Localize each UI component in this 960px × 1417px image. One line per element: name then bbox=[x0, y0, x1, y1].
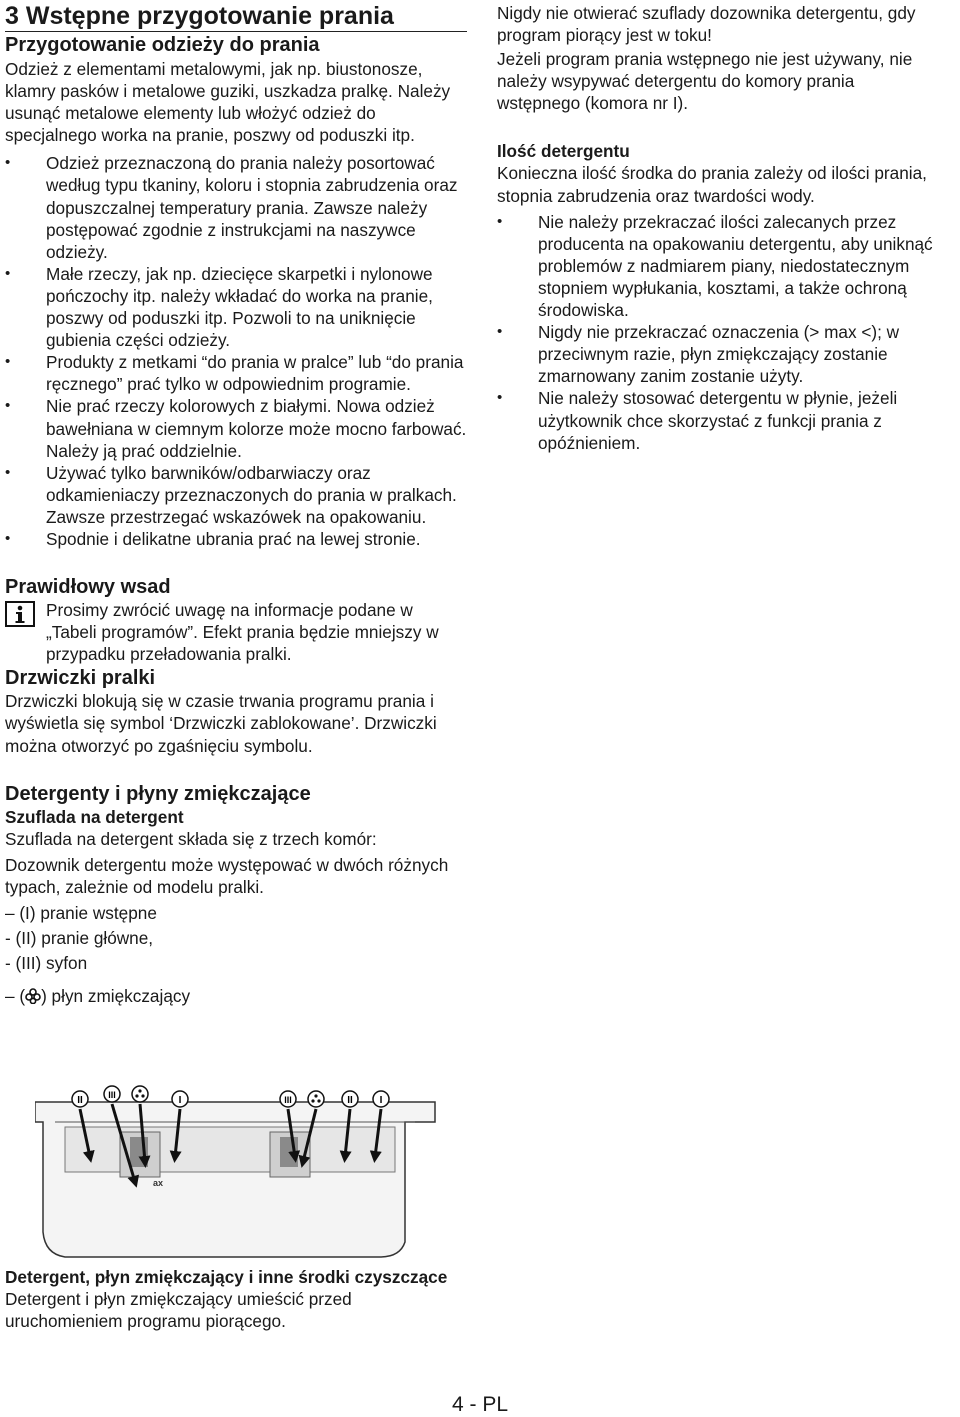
drawer-text-1: Szuflada na detergent składa się z trzech komór: bbox=[5, 828, 377, 849]
list-item: • Małe rzeczy, jak np. dziecięce skarpetki i nylonowe pończochy itp. należy wkładać do worka na pranie, poszwy od poduszki itp. Pozwoli to na uniknięcie gubienia części odzieży. bbox=[5, 263, 467, 351]
drawer-text-2: Dozownik detergentu może występować w dwóch różnych typach, zależnie od modelu pralki. bbox=[5, 854, 449, 897]
list-item: • Nigdy nie przekraczać oznaczenia (> max <); w przeciwnym razie, płyn zmiękczający zostanie zmarnowany zanim zostanie użyty. bbox=[497, 321, 942, 387]
clothes-heading: Przygotowanie odzieży do prania bbox=[5, 34, 320, 56]
softener-flower-icon bbox=[25, 988, 41, 1004]
list-item: • Nie prać rzeczy kolorowych z białymi. Nowa odzież bawełniana w ciemnym kolorze może mocno farbować. Należy ją prać oddzielnie. bbox=[5, 395, 467, 461]
list-item: • Odzież przeznaczoną do prania należy posortować według typu tkaniny, koloru i stopnia zabrudzenia oraz dopuszczalnej temperatury prania. Zawsze należy postępować zgodnie z instrukcjami na naszywce odzieży. bbox=[5, 152, 467, 262]
list-item: • Spodnie i delikatne ubrania prać na lewej stronie. bbox=[5, 528, 467, 550]
list-item: • Produkty z metkami “do prania w pralce” lub “do prania ręcznego” prać tylko w odpowiednim programie. bbox=[5, 351, 467, 395]
prewash-note: Jeżeli program prania wstępnego nie jest używany, nie należy wsypywać detergentu do komory prania wstępnego (komora nr I). bbox=[497, 49, 913, 114]
drawer-heading: Szuflada na detergent bbox=[5, 806, 184, 827]
drawer-label: II bbox=[77, 1095, 83, 1106]
bottom-block bbox=[5, 1266, 467, 1332]
legend-mainwash: - (II) pranie główne, bbox=[5, 927, 154, 948]
drawer-brand-label: ax bbox=[153, 1178, 164, 1188]
legend-prewash: – (I) pranie wstępne bbox=[5, 902, 157, 923]
drawer-label: I bbox=[379, 1095, 383, 1106]
drawer-label: II bbox=[347, 1095, 353, 1106]
list-item: • Używać tylko barwników/odbarwiaczy oraz odkamieniaczy przeznaczonych do prania w pralkach. Zawsze przestrzegać wskazówek na opakowaniu. bbox=[5, 462, 467, 528]
load-info-block bbox=[5, 599, 467, 665]
load-heading: Prawidłowy wsad bbox=[5, 576, 171, 599]
legend-siphon: - (III) syfon bbox=[5, 952, 88, 973]
clothes-intro: Odzież z elementami metalowymi, jak np. biustonosze, klamry pasków i metalowe guziki, uszkadza pralkę. Należy usunąć metalowe elementy lub włożyć odzież do specjalnego worka na pranie, poszwy od poduszki itp. bbox=[5, 59, 451, 146]
detergents-heading: Detergenty i płyny zmiękczające bbox=[5, 782, 311, 805]
list-item: • Nie należy przekraczać ilości zalecanych przez producenta na opakowaniu detergentu, aby uniknąć problemów z nadmiarem piany, niedostatecznym stopniem wypłukania, kosztami, a także ochroną środowiska. bbox=[497, 211, 942, 321]
drawer-label: I bbox=[178, 1095, 182, 1106]
amount-text: Konieczna ilość środka do prania zależy od ilości prania, stopnia zabrudzenia oraz twardości wody. bbox=[497, 163, 927, 206]
drawer-label: III bbox=[108, 1090, 116, 1100]
legend-softener-suffix: ) płyn zmiękczający bbox=[41, 985, 191, 1006]
section-title: 3 Wstępne przygotowanie prania bbox=[5, 2, 467, 32]
page-number: 4 - PL bbox=[452, 1393, 509, 1416]
warning-text: Nigdy nie otwierać szuflady dozownika detergentu, gdy program piorący jest w toku! bbox=[497, 3, 916, 46]
detergent-drawer-illustration bbox=[35, 1082, 445, 1262]
bottom-heading: Detergent, płyn zmiękczający i inne środki czyszczące bbox=[5, 1267, 448, 1287]
info-icon bbox=[5, 601, 35, 627]
left-column bbox=[5, 0, 467, 1007]
amount-bullet-list bbox=[497, 211, 942, 454]
right-column bbox=[497, 2, 942, 454]
bottom-text: Detergent i płyn zmiękczający umieścić przed uruchomieniem programu piorącego. bbox=[5, 1289, 352, 1332]
legend-softener-prefix: – ( bbox=[5, 985, 26, 1006]
list-item: • Nie należy stosować detergentu w płynie, jeżeli użytkownik chce skorzystać z funkcji prania z opóźnieniem. bbox=[497, 387, 942, 453]
amount-heading: Ilość detergentu bbox=[497, 141, 630, 162]
door-heading: Drzwiczki pralki bbox=[5, 667, 156, 690]
drawer-label: III bbox=[284, 1095, 292, 1105]
clothes-bullet-list bbox=[5, 152, 467, 550]
legend-softener bbox=[5, 985, 467, 1007]
door-text: Drzwiczki blokują się w czasie trwania programu prania i wyświetla się symbol ‘Drzwiczki zablokowane’. Drzwiczki można otworzyć po zgaśnięciu symbolu. bbox=[5, 691, 437, 756]
load-text: Prosimy zwrócić uwagę na informacje podane w „Tabeli programów”. Efekt prania będzie mniejszy w przypadku przeładowania pralki. bbox=[46, 600, 439, 665]
